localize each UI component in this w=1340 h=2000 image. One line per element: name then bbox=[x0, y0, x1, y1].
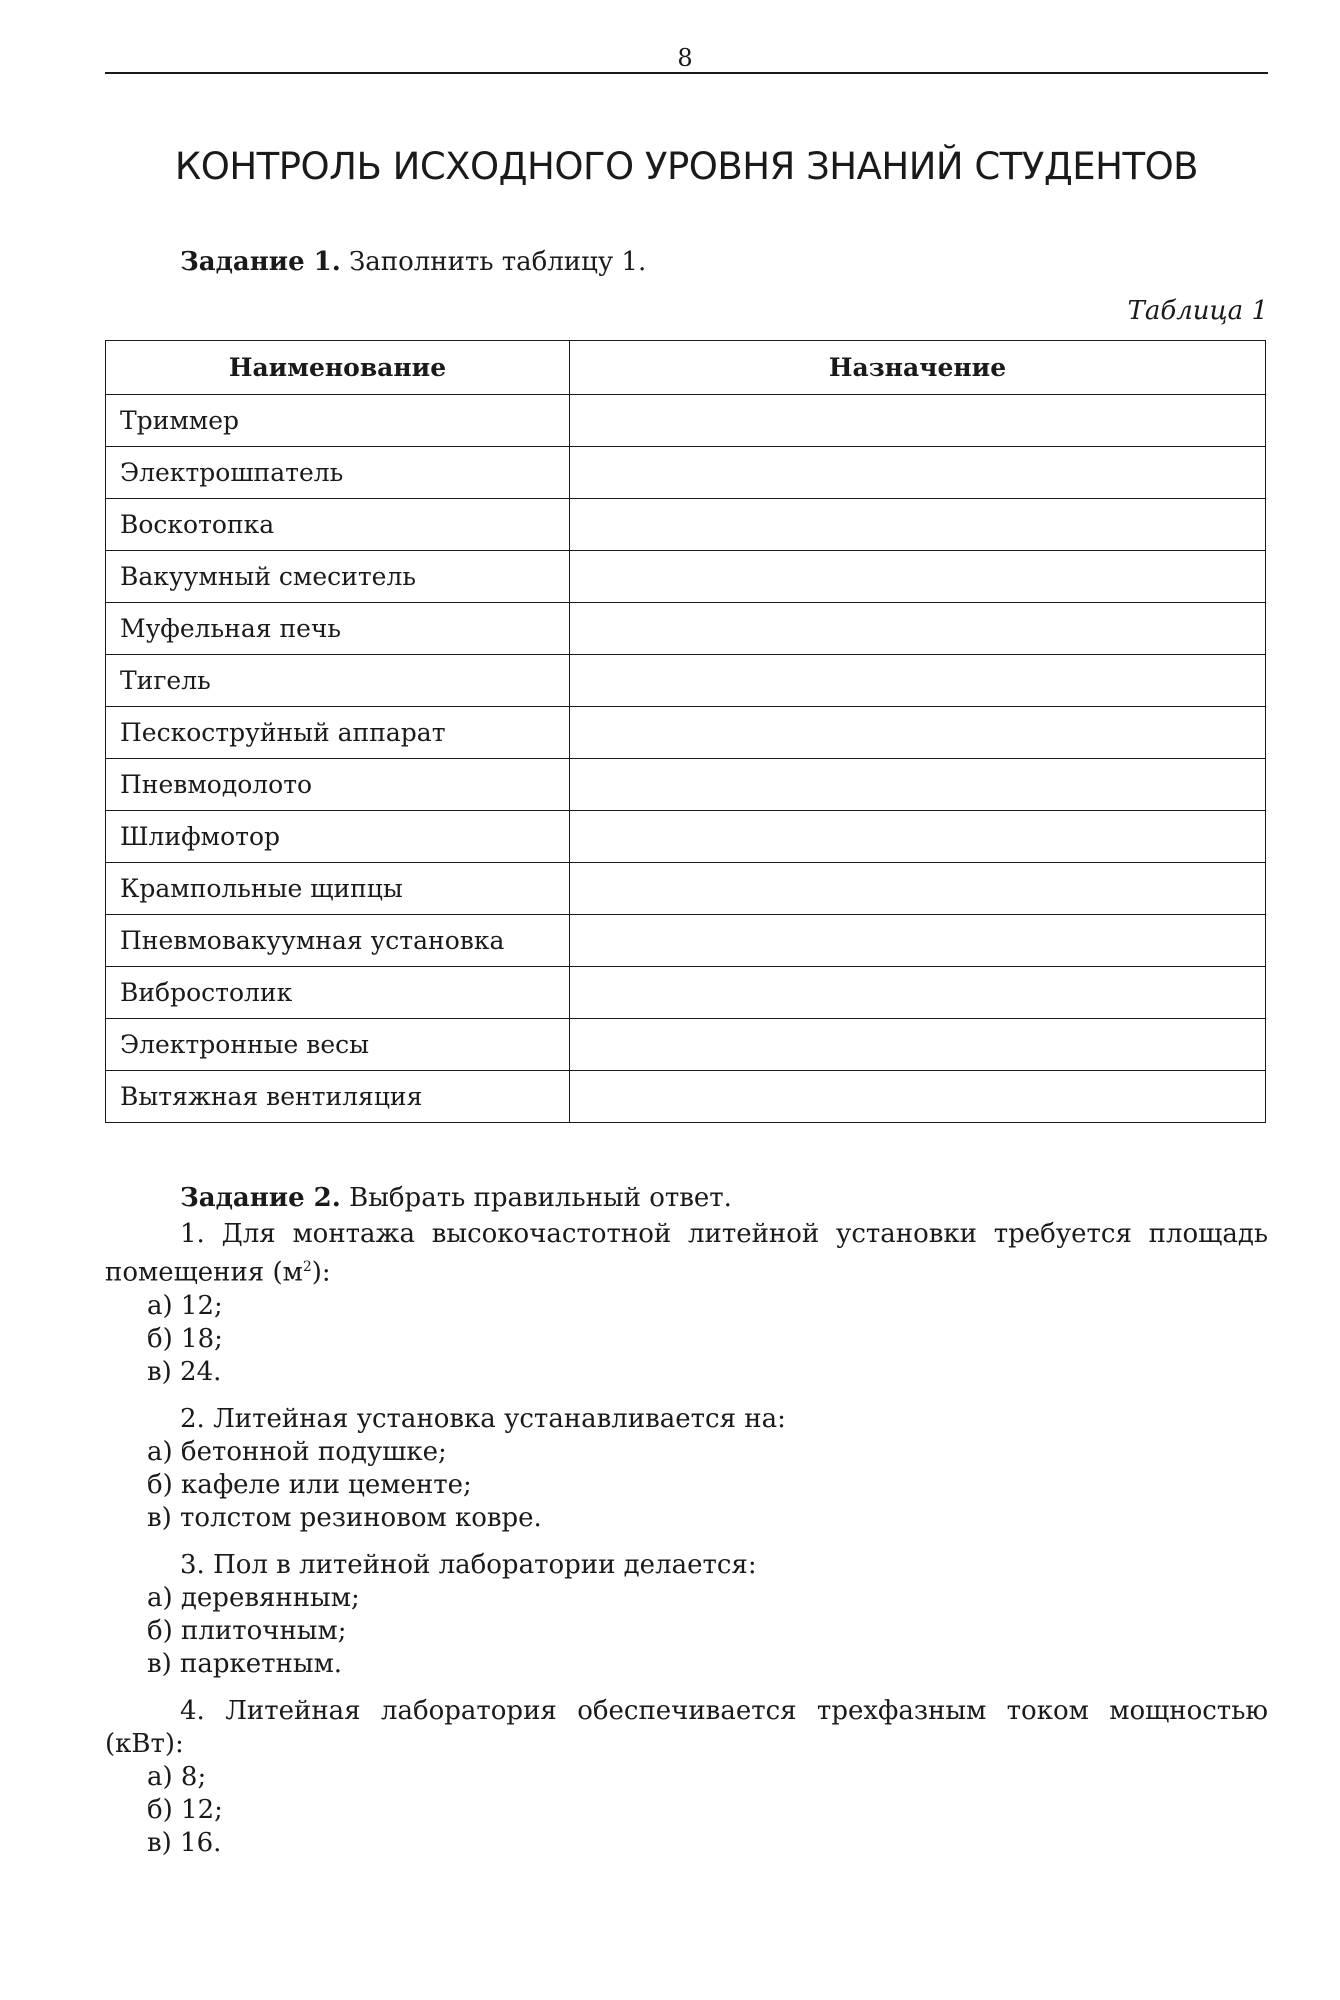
answer-option[interactable]: а) 8; bbox=[147, 1761, 207, 1792]
tool-name-cell: Воскотопка bbox=[106, 499, 570, 551]
tool-name-cell: Триммер bbox=[106, 395, 570, 447]
tool-name-cell: Вакуумный смеситель bbox=[106, 551, 570, 603]
tool-name-cell: Тигель bbox=[106, 655, 570, 707]
question-item bbox=[105, 1403, 1268, 1535]
table-row bbox=[106, 395, 1266, 447]
tools-table bbox=[105, 340, 1266, 1123]
purpose-answer-cell[interactable] bbox=[570, 967, 1266, 1019]
purpose-answer-cell[interactable] bbox=[570, 499, 1266, 551]
purpose-answer-cell[interactable] bbox=[570, 1071, 1266, 1123]
purpose-answer-cell[interactable] bbox=[570, 655, 1266, 707]
tool-name-cell: Крампольные щипцы bbox=[106, 863, 570, 915]
table-row bbox=[106, 707, 1266, 759]
question-text-main: 1. Для монтажа высокочастотной литейной установки требуется площадь помещения (м bbox=[105, 1219, 1268, 1288]
answer-option[interactable]: б) плиточным; bbox=[147, 1615, 347, 1646]
page-number: 8 bbox=[677, 44, 693, 72]
tool-name-cell: Шлифмотор bbox=[106, 811, 570, 863]
header-purpose: Назначение bbox=[570, 341, 1266, 395]
table-row bbox=[106, 863, 1266, 915]
purpose-answer-cell[interactable] bbox=[570, 811, 1266, 863]
purpose-answer-cell[interactable] bbox=[570, 603, 1266, 655]
purpose-answer-cell[interactable] bbox=[570, 447, 1266, 499]
questions-list bbox=[105, 1218, 1268, 1874]
task1-heading bbox=[180, 247, 646, 277]
purpose-answer-cell[interactable] bbox=[570, 759, 1266, 811]
table-header-row bbox=[106, 341, 1266, 395]
question-superscript: 2 bbox=[302, 1259, 312, 1275]
answer-option[interactable]: б) 18; bbox=[147, 1323, 223, 1354]
answer-option[interactable]: в) 16. bbox=[147, 1827, 222, 1858]
table-row bbox=[106, 499, 1266, 551]
table-row bbox=[106, 967, 1266, 1019]
purpose-answer-cell[interactable] bbox=[570, 1019, 1266, 1071]
task2-heading bbox=[180, 1183, 732, 1213]
question-text bbox=[105, 1218, 1268, 1290]
table-caption: Таблица 1 bbox=[1127, 296, 1268, 326]
purpose-answer-cell[interactable] bbox=[570, 915, 1266, 967]
tool-name-cell: Пневмовакуумная установка bbox=[106, 915, 570, 967]
answer-option[interactable]: а) деревянным; bbox=[147, 1582, 360, 1613]
purpose-answer-cell[interactable] bbox=[570, 551, 1266, 603]
task1-label: Задание 1. bbox=[180, 247, 341, 277]
question-text-main: 2. Литейная установка устанавливается на: bbox=[180, 1403, 786, 1434]
table-row bbox=[106, 1019, 1266, 1071]
tool-name-cell: Пневмодолото bbox=[106, 759, 570, 811]
table-row bbox=[106, 759, 1266, 811]
tool-name-cell: Электрошпатель bbox=[106, 447, 570, 499]
table-body bbox=[106, 395, 1266, 1123]
answer-option[interactable]: в) толстом резиновом ковре. bbox=[147, 1502, 542, 1533]
purpose-answer-cell[interactable] bbox=[570, 395, 1266, 447]
purpose-answer-cell[interactable] bbox=[570, 863, 1266, 915]
page-title: КОНТРОЛЬ ИСХОДНОГО УРОВНЯ ЗНАНИЙ СТУДЕНТОВ bbox=[174, 145, 1199, 188]
question-item bbox=[105, 1549, 1268, 1681]
tool-name-cell: Электронные весы bbox=[106, 1019, 570, 1071]
question-text bbox=[105, 1695, 1268, 1761]
tool-name-cell: Муфельная печь bbox=[106, 603, 570, 655]
answer-option[interactable]: в) 24. bbox=[147, 1356, 222, 1387]
table-row bbox=[106, 551, 1266, 603]
task1-text: Заполнить таблицу 1. bbox=[349, 247, 647, 277]
question-text bbox=[105, 1549, 1268, 1582]
table-row bbox=[106, 603, 1266, 655]
question-text-main: 4. Литейная лаборатория обеспечивается трехфазным током мощностью (кВт): bbox=[105, 1695, 1268, 1759]
table-row bbox=[106, 655, 1266, 707]
header-rule bbox=[105, 72, 1268, 74]
tool-name-cell: Вытяжная вентиляция bbox=[106, 1071, 570, 1123]
question-text-tail: ): bbox=[311, 1257, 331, 1288]
task2-text: Выбрать правильный ответ. bbox=[349, 1183, 732, 1213]
answer-option[interactable]: а) 12; bbox=[147, 1290, 223, 1321]
purpose-answer-cell[interactable] bbox=[570, 707, 1266, 759]
answer-option[interactable]: а) бетонной подушке; bbox=[147, 1436, 447, 1467]
question-item bbox=[105, 1218, 1268, 1389]
question-text-main: 3. Пол в литейной лаборатории делается: bbox=[180, 1549, 757, 1580]
table-row bbox=[106, 811, 1266, 863]
answer-option[interactable]: в) паркетным. bbox=[147, 1648, 343, 1679]
header-name: Наименование bbox=[106, 341, 570, 395]
question-item bbox=[105, 1695, 1268, 1860]
table-row bbox=[106, 1071, 1266, 1123]
task2-label: Задание 2. bbox=[180, 1183, 341, 1213]
table-row bbox=[106, 915, 1266, 967]
answer-option[interactable]: б) 12; bbox=[147, 1794, 223, 1825]
answer-option[interactable]: б) кафеле или цементе; bbox=[147, 1469, 472, 1500]
question-text bbox=[105, 1403, 1268, 1436]
tool-name-cell: Пескоструйный аппарат bbox=[106, 707, 570, 759]
table-row bbox=[106, 447, 1266, 499]
tool-name-cell: Вибростолик bbox=[106, 967, 570, 1019]
